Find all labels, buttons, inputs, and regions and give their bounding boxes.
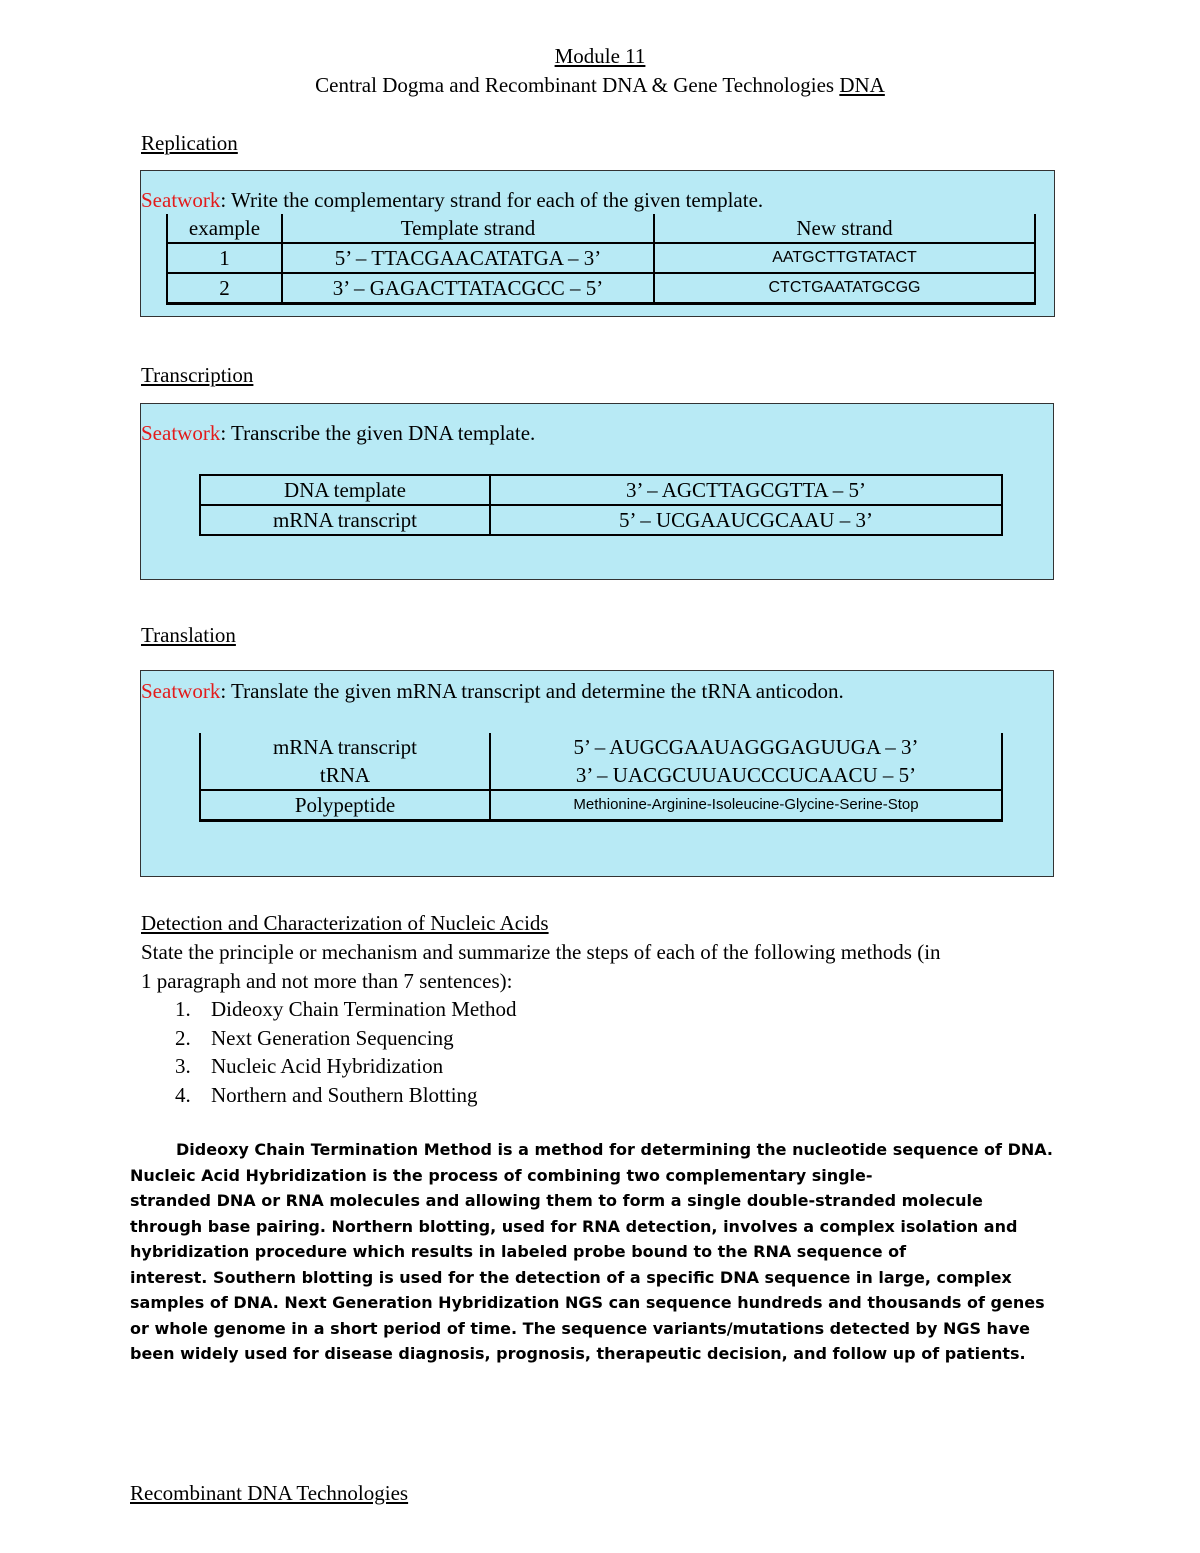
table-header-cell: New strand bbox=[654, 214, 1035, 243]
transcription-box bbox=[140, 403, 1054, 580]
table-cell: 5’ – AUGCGAAUAGGGAGUUGA – 3’ bbox=[490, 733, 1002, 761]
table-cell: AATGCTTGTATACT bbox=[654, 243, 1035, 273]
replication-heading: Replication bbox=[141, 131, 238, 155]
table-cell: 3’ – UACGCUUAUCCCUCAACU – 5’ bbox=[490, 761, 1002, 790]
table-row bbox=[200, 733, 1002, 761]
answer-paragraph: Dideoxy Chain Termination Method is a method for determining the nucleotide sequence of DNA. Nucleic Acid Hybridization is the process of combining two complementary single- stranded DNA or RNA molecules and allowing them to form a single double-stranded molecule through base pairing. Northern blotting, used for RNA detection, involves a complex isolation and hybridization procedure which results in labeled probe bound to the RNA sequence of interest. Southern blotting is used for the detection of a specific DNA sequence in large, complex samples of DNA. Next Generation Hybridization NGS can sequence hundreds and thousands of genes or whole genome in a short period of time. The sequence variants/mutations detected by NGS have been widely used for disease diagnosis, prognosis, therapeutic decision, and follow up of patients. bbox=[130, 1140, 1054, 1363]
page-subtitle: Central Dogma and Recombinant DNA & Gene Technologies DNA bbox=[315, 73, 885, 97]
table-cell: 5’ – UCGAAUCGCAAU – 3’ bbox=[490, 505, 1002, 535]
transcription-heading: Transcription bbox=[141, 363, 254, 387]
recombinant-heading: Recombinant DNA Technologies bbox=[130, 1481, 409, 1505]
table-header-cell: example bbox=[167, 214, 282, 243]
list-item: 3. Nucleic Acid Hybridization bbox=[175, 1054, 444, 1078]
table-cell: 5’ – TTACGAACATATGA – 3’ bbox=[282, 243, 654, 273]
table-cell: 1 bbox=[167, 243, 282, 273]
translation-seatwork: Seatwork: Translate the given mRNA transcript and determine the tRNA anticodon. bbox=[141, 679, 844, 703]
table-row bbox=[200, 505, 1002, 535]
table-row bbox=[200, 761, 1002, 790]
replication-seatwork: Seatwork: Write the complementary strand for each of the given template. bbox=[141, 188, 764, 212]
module-title: Module 11 bbox=[554, 44, 646, 68]
list-item: 2. Next Generation Sequencing bbox=[175, 1025, 454, 1050]
table-cell: DNA template bbox=[200, 475, 490, 505]
translation-heading: Translation bbox=[141, 623, 236, 647]
replication-table bbox=[166, 214, 1036, 305]
table-row bbox=[167, 243, 1035, 273]
list-item: 4. Northern and Southern Blotting bbox=[175, 1082, 478, 1107]
transcription-seatwork: Seatwork: Transcribe the given DNA template. bbox=[141, 421, 536, 445]
translation-box bbox=[140, 670, 1054, 877]
table-cell: CTCTGAATATGCGG bbox=[654, 273, 1035, 304]
table-header-cell: Template strand bbox=[282, 214, 654, 243]
detection-heading: Detection and Characterization of Nucleic Acids bbox=[141, 911, 549, 935]
table-cell: Methionine-Arginine-Isoleucine-Glycine-Serine-Stop bbox=[490, 790, 1002, 821]
table-cell: mRNA transcript bbox=[200, 733, 490, 761]
list-item: 1. Dideoxy Chain Termination Method bbox=[175, 997, 517, 1021]
transcription-table bbox=[199, 474, 1003, 536]
table-row bbox=[167, 273, 1035, 304]
translation-table bbox=[199, 733, 1003, 822]
table-row bbox=[200, 790, 1002, 821]
table-row bbox=[200, 475, 1002, 505]
table-cell: 3’ – AGCTTAGCGTTA – 5’ bbox=[490, 475, 1002, 505]
table-cell: Polypeptide bbox=[200, 790, 490, 821]
methods-list bbox=[141, 995, 517, 1109]
table-header-row bbox=[167, 214, 1035, 243]
detection-instruction: State the principle or mechanism and summarize the steps of each of the following methods (in 1 paragraph and not more than 7 sentences): bbox=[141, 940, 941, 993]
replication-box bbox=[140, 170, 1055, 317]
table-cell: tRNA bbox=[200, 761, 490, 790]
table-cell: 3’ – GAGACTTATACGCC – 5’ bbox=[282, 273, 654, 304]
table-cell: 2 bbox=[167, 273, 282, 304]
table-cell: mRNA transcript bbox=[200, 505, 490, 535]
